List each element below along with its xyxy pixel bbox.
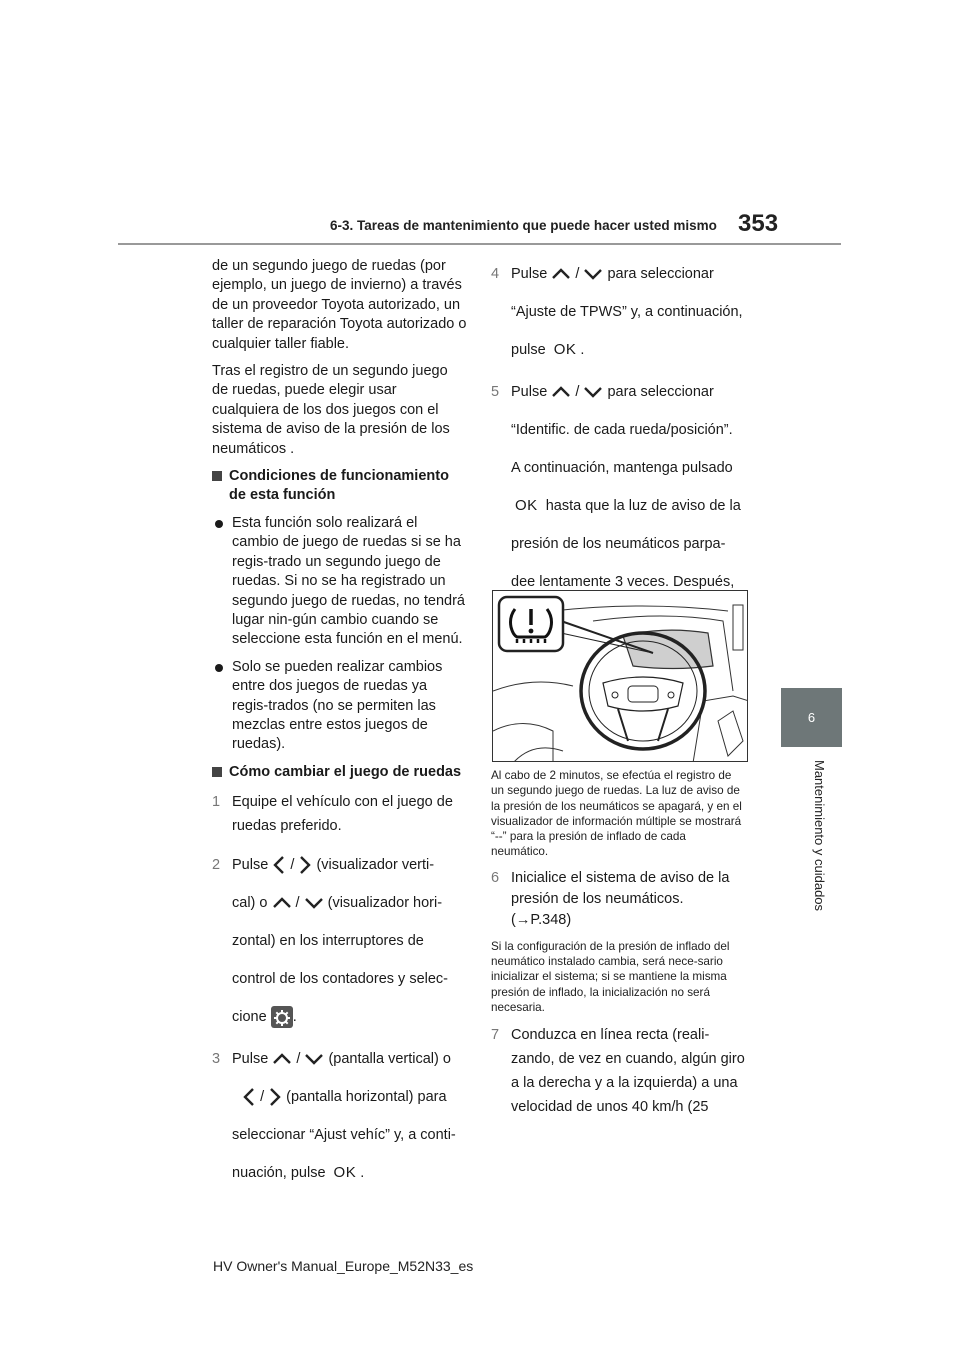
header-divider: [118, 243, 841, 245]
slash: /: [295, 895, 300, 912]
figure-caption: Al cabo de 2 minutos, se efectúa el registro de un segundo juego de ruedas. La luz de aviso de la presión de los neumáticos se apagará, y en el visualizador de información múltiple se mostrará “--” para la presión de inflado de cada neumático.: [491, 769, 742, 859]
step-number: 2: [212, 857, 221, 874]
bullet-item: [212, 514, 467, 650]
step-text: “Identific. de cada rueda/posición”.: [511, 422, 733, 438]
chevron-down-icon: [583, 385, 603, 399]
chapter-tab[interactable]: [781, 688, 842, 747]
heading-conditions-text: Condiciones de funcionamiento de esta función: [229, 468, 449, 504]
period: .: [580, 342, 585, 358]
step-text: nuación, pulse: [232, 1165, 326, 1182]
step-number: 5: [491, 384, 500, 400]
step-text: dee lentamente 3 veces. Después,: [511, 574, 735, 590]
left-column: [212, 257, 467, 1192]
chevron-down-icon: [304, 1052, 324, 1066]
bullet-dot-icon: [215, 664, 223, 672]
step-text: zontal) en los interruptores de: [232, 933, 424, 950]
heading-change-wheels: [212, 763, 467, 782]
bullet-item: [212, 658, 467, 755]
step-text: (visualizador verti-: [316, 857, 435, 874]
square-bullet-icon: [212, 471, 222, 481]
period: .: [292, 1009, 297, 1026]
step-text: A continuación, mantenga pulsado: [511, 460, 733, 476]
slash: /: [575, 266, 580, 282]
step-text: Conduzca en línea recta (reali-zando, de vez en cuando, algún giro a la derecha y a la izquierda) a una velocidad de unos 40 km/h (25: [511, 1027, 745, 1116]
step-text: control de los contadores y selec-: [232, 971, 448, 988]
chevron-up-icon: [551, 385, 571, 399]
chapter-label: Mantenimiento y cuidados: [812, 760, 827, 912]
step-number: 7: [491, 1027, 500, 1044]
register-paragraph: Tras el registro de un segundo juego de ruedas, puede elegir usar cualquiera de los dos juegos con el sistema de aviso de la presión de los neumáticos .: [212, 363, 450, 457]
step-text: Pulse: [511, 266, 548, 282]
step-text: para seleccionar: [607, 266, 714, 282]
heading-change-wheels-text: Cómo cambiar el juego de ruedas: [229, 763, 462, 780]
slash: /: [575, 384, 580, 400]
step-number: 6: [491, 869, 500, 886]
steering-wheel-diagram: [493, 591, 748, 762]
step-text: Pulse: [511, 384, 548, 400]
step-text: pulse: [511, 342, 546, 358]
step-4: [491, 255, 751, 369]
chapter-number: 6: [807, 710, 816, 725]
step-text: hasta que la luz de aviso de la: [545, 498, 741, 514]
chevron-up-icon: [272, 896, 292, 910]
step-number: 3: [212, 1051, 221, 1068]
ok-button-icon: OK: [553, 341, 577, 358]
page-number: 353: [738, 210, 779, 237]
step-text: “Ajuste de TPWS” y, a continuación,: [511, 304, 743, 320]
step-text: cione: [232, 1009, 267, 1026]
step-text: para seleccionar: [607, 384, 714, 400]
heading-conditions: [212, 467, 467, 506]
chevron-left-icon: [242, 1087, 256, 1107]
chevron-down-icon: [583, 267, 603, 281]
step-text: (pantalla horizontal) para: [286, 1089, 447, 1106]
right-column-lower: [491, 768, 746, 1119]
section-title: 6-3. Tareas de mantenimiento que puede hacer usted mismo: [330, 218, 717, 233]
slash: /: [260, 1089, 265, 1106]
step-6: [491, 868, 746, 931]
chevron-left-icon: [272, 855, 286, 875]
square-bullet-icon: [212, 767, 222, 777]
step-number: 1: [212, 794, 221, 811]
step-text: Equipe el vehículo con el juego de ruedas preferido.: [232, 794, 453, 835]
footer-manual-id: HV Owner's Manual_Europe_M52N33_es: [213, 1258, 474, 1274]
step-text: (pantalla vertical) o: [328, 1051, 451, 1068]
bullet-text: Esta función solo realizará el cambio de juego de ruedas si se ha regis-trado un segundo juego de ruedas. Si no se ha registrado un segundo juego de ruedas, no tendrá lugar nin-gún cambio cuando se seleccione esta función en el menú.: [232, 514, 465, 648]
chevron-down-icon: [304, 896, 324, 910]
step-7: [491, 1023, 746, 1119]
dashboard-illustration: [492, 590, 748, 762]
chevron-up-icon: [272, 1052, 292, 1066]
step-2: [212, 846, 467, 1036]
chevron-right-icon: [298, 855, 312, 875]
step-text: Pulse: [232, 1051, 269, 1068]
ok-button-icon: OK: [333, 1164, 357, 1182]
step-1: [212, 790, 467, 838]
chevron-right-icon: [268, 1087, 282, 1107]
step-number: 4: [491, 266, 500, 282]
bullet-text: Solo se pueden realizar cambios entre dos juegos de ruedas ya regis-trados (no se permiten las mezclas entre estos juegos de ruedas).: [232, 658, 443, 753]
step-text: Pulse: [232, 857, 269, 874]
ok-button-icon: OK: [515, 497, 538, 514]
bullet-dot-icon: [215, 520, 223, 528]
note-caption: Si la configuración de la presión de inflado del neumático instalado cambia, será nece-sario inicializar el sistema; si se mantiene la misma presión de inflado, la inicialización no será necesaria.: [491, 939, 730, 1014]
page-reference-link[interactable]: (→P.348): [511, 911, 572, 928]
slash: /: [296, 1051, 301, 1068]
step-text: seleccionar “Ajust vehíc” y, a conti-: [232, 1127, 456, 1144]
step-text: (visualizador hori-: [327, 895, 443, 912]
period: .: [360, 1165, 365, 1182]
step-text: Inicialice el sistema de aviso de la presión de los neumáticos.: [511, 869, 730, 907]
step-3: [212, 1040, 467, 1192]
gear-icon: [271, 1006, 293, 1028]
chevron-up-icon: [551, 267, 571, 281]
intro-paragraph: de un segundo juego de ruedas (por ejemplo, un juego de invierno) a través de un proveedor Toyota autorizado, un taller de reparación Toyota autorizado o cualquier taller fiable.: [212, 258, 467, 352]
step-text: presión de los neumáticos parpa-: [511, 536, 726, 552]
step-text: cal) o: [232, 895, 268, 912]
slash: /: [290, 857, 295, 874]
